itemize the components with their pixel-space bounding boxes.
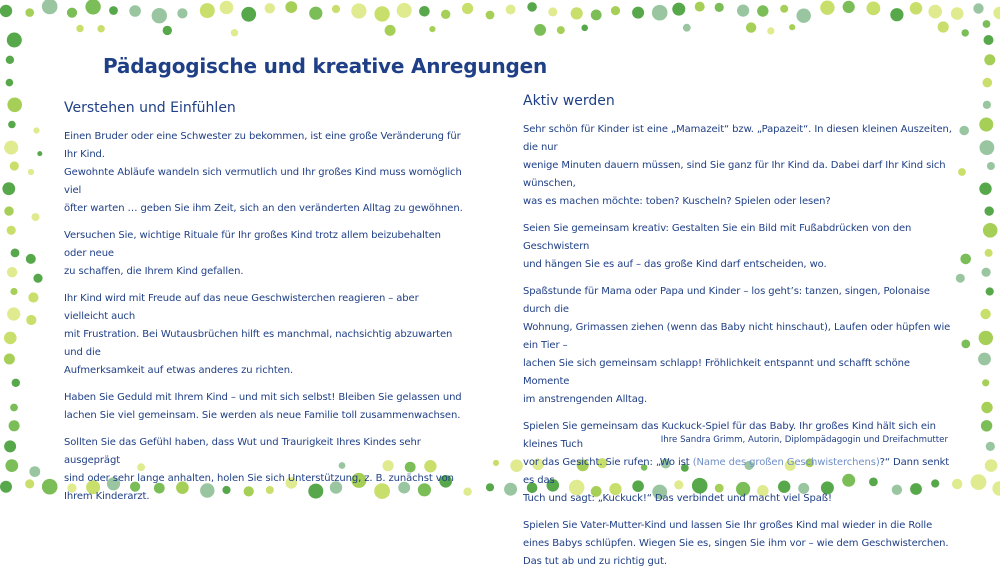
paragraph: Spaßstunde für Mama oder Papa und Kinder – los geht’s: tanzen, singen, Polonaise durch die Wohnung, Grimassen ziehen (wenn das Baby nicht hinschaut), Laufen oder hüpfen wie ein Tier – lachen Sie sich gemeinsam schlapp! Fröhlichkeit entspannt und schafft schöne Momente im anstrengenden Alltag. <box>523 286 951 405</box>
border-dot <box>28 169 34 175</box>
border-dot <box>890 8 903 21</box>
border-dot <box>7 307 20 320</box>
border-dot <box>8 121 16 129</box>
border-dot <box>10 161 19 170</box>
border-dot <box>715 3 724 12</box>
border-dot <box>672 3 685 16</box>
border-dot <box>982 268 991 277</box>
border-dot <box>12 379 20 387</box>
border-dot <box>737 5 749 17</box>
border-dot <box>129 5 141 17</box>
border-dot <box>29 466 40 477</box>
border-dot <box>26 254 36 264</box>
border-dot <box>42 0 58 14</box>
border-dot <box>979 118 993 132</box>
border-dot <box>695 2 705 12</box>
border-dot <box>746 22 756 32</box>
border-dot <box>42 479 58 495</box>
border-dot <box>938 21 949 32</box>
border-dot <box>6 79 14 87</box>
border-dot <box>928 5 942 19</box>
paragraph: Sehr schön für Kinder ist eine „Mamazeit“ bzw. „Papazeit“. In diesen kleinen Auszeiten, die nur wenige Minuten dauern müssen, sind Sie ganz für Ihr Kind da. Dabei darf Ihr Kind sich wünschen, was es machen möchte: toben? Kuscheln? Spielen oder lesen? <box>523 124 952 207</box>
border-dot <box>632 7 644 19</box>
border-dot <box>527 2 537 12</box>
border-dot <box>983 78 993 88</box>
border-dot <box>76 25 83 32</box>
left-column <box>64 100 464 515</box>
border-dot <box>7 267 17 277</box>
border-dot <box>419 6 430 17</box>
border-dot <box>4 354 15 365</box>
border-dot <box>10 404 18 412</box>
border-dot <box>493 460 499 466</box>
border-dot <box>980 140 995 155</box>
page-title: Pädagogische und kreative Anregungen <box>103 54 548 78</box>
border-dot <box>11 249 20 258</box>
border-dot <box>979 331 993 345</box>
border-dot <box>7 98 22 113</box>
border-dot <box>200 3 215 18</box>
name-placeholder: (Name des großen Geschwisterchens) <box>692 457 880 468</box>
border-dot <box>984 54 995 65</box>
border-dot <box>37 151 42 156</box>
border-dot <box>231 29 238 36</box>
border-dot <box>309 7 322 20</box>
border-dot <box>385 25 396 36</box>
border-dot <box>7 226 16 235</box>
border-dot <box>910 2 923 15</box>
border-dot <box>591 10 602 21</box>
border-dot <box>978 353 991 366</box>
border-dot <box>506 5 516 15</box>
paragraph: Seien Sie gemeinsam kreativ: Gestalten Sie ein Bild mit Fußabdrücken von den Geschwistern und hängen Sie es auf – das große Kind darf entscheiden, wo. <box>523 223 912 270</box>
border-dot <box>25 8 34 17</box>
border-dot <box>979 183 991 195</box>
border-dot <box>986 442 995 451</box>
author-signature: Ihre Sandra Grimm, Autorin, Diplompädagogin und Dreifachmutter <box>660 435 948 445</box>
border-dot <box>7 33 22 48</box>
border-dot <box>486 11 495 20</box>
border-dot <box>285 1 297 13</box>
border-dot <box>28 292 38 302</box>
right-column <box>523 93 958 580</box>
border-dot <box>981 402 992 413</box>
border-dot <box>6 56 14 64</box>
border-dot <box>652 5 668 21</box>
border-dot <box>220 1 234 15</box>
border-dot <box>983 20 991 28</box>
border-dot <box>33 274 42 283</box>
border-dot <box>25 479 34 488</box>
border-dot <box>581 25 588 32</box>
border-dot <box>4 440 16 452</box>
border-dot <box>9 420 20 431</box>
border-dot <box>962 29 969 36</box>
border-dot <box>2 182 15 195</box>
border-dot <box>993 7 1000 19</box>
border-dot <box>429 26 435 32</box>
border-dot <box>97 25 104 32</box>
peekaboo-text-after: ?“ Dann senkt es das Tuch und sagt: „Kuckuck!“ Das verbindet und macht viel Spaß! <box>523 457 950 504</box>
border-dot <box>351 3 366 18</box>
border-dot <box>67 8 77 18</box>
border-dot <box>571 7 583 19</box>
border-dot <box>152 8 167 23</box>
paragraph: Versuchen Sie, wichtige Rituale für Ihr großes Kind trotz allem beizubehalten oder neue zu schaffen, die Ihrem Kind gefallen. <box>64 230 441 277</box>
border-dot <box>486 483 494 491</box>
border-dot <box>984 35 994 45</box>
border-dot <box>397 3 412 18</box>
border-dot <box>683 24 691 32</box>
border-dot <box>177 8 187 18</box>
border-dot <box>548 7 557 16</box>
section-heading-aktiv: Aktiv werden <box>523 93 615 109</box>
border-dot <box>4 332 17 345</box>
border-dot <box>789 24 795 30</box>
border-dot <box>985 459 998 472</box>
border-dot <box>867 1 881 15</box>
border-dot <box>960 254 971 265</box>
border-dot <box>463 488 471 496</box>
border-dot <box>504 483 517 496</box>
border-dot <box>10 288 17 295</box>
border-dot <box>4 206 13 215</box>
border-dot <box>959 126 969 136</box>
border-dot <box>985 249 993 257</box>
paragraph: Einen Bruder oder eine Schwester zu bekommen, ist eine große Veränderung für Ihr Kind. Gewohnte Abläufe wandeln sich vermutlich und Ihr großes Kind muss womöglich viel öfter warten … geben Sie ihm Zeit, sich an den veränderten Alltag zu gewöhnen. <box>64 131 463 214</box>
border-dot <box>971 474 987 490</box>
border-dot <box>767 27 774 34</box>
border-dot <box>557 26 565 34</box>
border-dot <box>26 315 36 325</box>
border-dot <box>843 1 855 13</box>
border-dot <box>982 379 989 386</box>
border-dot <box>973 3 983 13</box>
border-dot <box>374 6 389 21</box>
border-dot <box>241 7 256 22</box>
border-dot <box>820 1 834 15</box>
border-dot <box>163 26 172 35</box>
paragraph: Ihr Kind wird mit Freude auf das neue Geschwisterchen reagieren – aber vielleicht auch mit Frustration. Bei Wutausbrüchen hilft es manchmal, nachsichtig abzuwarten und die Aufmerksamkeit auf etwas anderes zu richten. <box>64 293 453 376</box>
border-dot <box>780 5 788 13</box>
border-dot <box>0 481 12 493</box>
border-dot <box>797 9 811 23</box>
border-dot <box>441 10 450 19</box>
border-dot <box>985 206 994 215</box>
paragraph: Haben Sie Geduld mit Ihrem Kind – und mit sich selbst! Bleiben Sie gelassen und lachen Sie viel gemeinsam. Sie werden als neue Familie toll zusammenwachsen. <box>64 392 462 421</box>
border-dot <box>85 0 100 15</box>
border-dot <box>109 6 118 15</box>
border-dot <box>992 481 1000 495</box>
border-dot <box>462 3 473 14</box>
border-dot <box>611 6 620 15</box>
peekaboo-text-before: Spielen Sie gemeinsam das Kuckuck-Spiel für das Baby. Ihr großes Kind hält sich ein kleines Tuch vor das Gesicht. Sie rufen: „Wo ist <box>523 421 936 468</box>
border-dot <box>32 213 40 221</box>
border-dot <box>980 309 990 319</box>
section-heading-verstehen: Verstehen und Einfühlen <box>64 100 236 116</box>
border-dot <box>265 3 275 13</box>
border-dot <box>983 101 991 109</box>
border-dot <box>961 340 970 349</box>
border-dot <box>987 162 995 170</box>
border-dot <box>757 5 768 16</box>
paragraph: Sollten Sie das Gefühl haben, dass Wut und Traurigkeit Ihres Kindes sehr ausgeprägt sind oder sehr lange anhalten, holen Sie sich Unterstützung, z. B. zunächst von Ihrem Kinderarzt. <box>64 437 454 502</box>
border-dot <box>332 5 340 13</box>
border-dot <box>951 7 964 20</box>
border-dot <box>983 223 998 238</box>
border-dot <box>981 420 992 431</box>
border-dot <box>5 459 18 472</box>
border-dot <box>33 127 39 133</box>
border-dot <box>510 459 523 472</box>
border-dot <box>4 141 18 155</box>
paragraph: Spielen Sie Vater-Mutter-Kind und lassen Sie Ihr großes Kind mal wieder in die Rolle eines Babys schlüpfen. Wiegen Sie es, singen Sie ihm vor – wie dem Geschwisterchen. Das tut ab und zu richtig gut. <box>523 520 949 567</box>
border-dot <box>0 5 12 17</box>
border-dot <box>986 287 994 295</box>
border-dot <box>534 24 546 36</box>
paragraph-peekaboo <box>523 418 958 508</box>
border-dot <box>958 168 966 176</box>
